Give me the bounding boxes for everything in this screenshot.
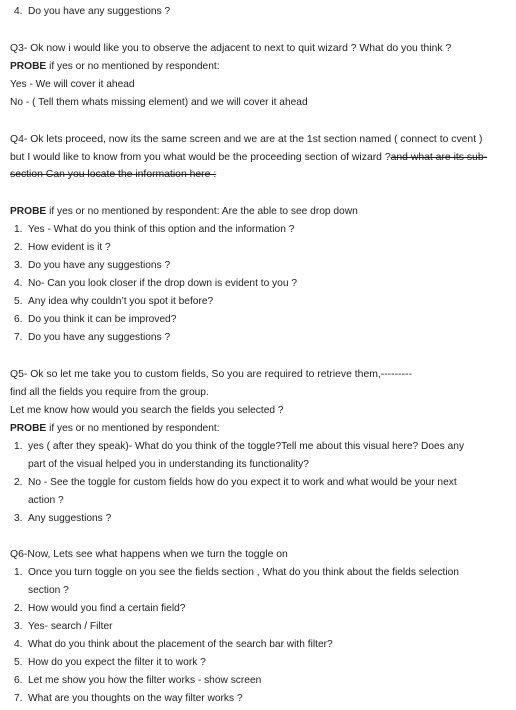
- struck-text: section Can you locate the information here :: [10, 169, 217, 180]
- list-item: [14, 656, 206, 669]
- list-item: [14, 692, 243, 705]
- list-text: How evident is it ?: [28, 242, 111, 253]
- question-q5: Q5- Ok so let me take you to custom fields, So you are required to retrieve them,---------: [10, 369, 412, 380]
- list-number: 3.: [14, 621, 23, 632]
- q3-no-line: No - ( Tell them whats missing element) and we will cover it ahead: [10, 97, 308, 108]
- list-number: 2.: [14, 477, 23, 488]
- list-text: How do you expect the filter it to work ?: [28, 657, 206, 668]
- list-text: Do you think it can be improved?: [28, 314, 177, 325]
- probe-label: PROBE: [10, 61, 47, 72]
- list-item-continued: action ?: [28, 495, 64, 506]
- list-number: 6.: [14, 314, 23, 325]
- list-number: 3.: [14, 513, 23, 524]
- list-text: Do you have any suggestions ?: [28, 332, 171, 343]
- list-item: [14, 512, 111, 525]
- list-text: Any suggestions ?: [28, 513, 112, 524]
- question-q4-line2: [10, 151, 487, 164]
- list-item: [14, 620, 113, 633]
- question-q5-line2: find all the fields you require from the group.: [10, 387, 209, 398]
- list-text: What do you think about the placement of the search bar with filter?: [28, 639, 333, 650]
- list-number: 7.: [14, 332, 23, 343]
- list-text: yes ( after they speak)- What do you think of the toggle?Tell me about this visual here? Does any: [28, 441, 465, 452]
- question-text: but I would like to know from you what would be the proceeding section of wizard ?: [10, 152, 391, 163]
- probe-line: [10, 60, 220, 73]
- list-number: 7.: [14, 693, 23, 704]
- list-item: [14, 241, 111, 254]
- list-text: Do you have any suggestions ?: [28, 6, 171, 17]
- list-text: Let me show you how the filter works - show screen: [28, 675, 262, 686]
- list-number: 3.: [14, 260, 23, 271]
- list-item: [14, 440, 464, 453]
- list-number: 2.: [14, 603, 23, 614]
- list-item: [14, 566, 459, 579]
- list-item: [14, 223, 294, 236]
- list-text: No- Can you look closer if the drop down is evident to you ?: [28, 278, 297, 289]
- list-item-continued: part of the visual helped you in understanding its functionality?: [28, 459, 309, 470]
- list-item: [14, 674, 261, 687]
- list-text: Yes - What do you think of this option and the information ?: [28, 224, 295, 235]
- probe-label: PROBE: [10, 206, 47, 217]
- probe-text: if yes or no mentioned by respondent:: [49, 423, 220, 434]
- list-item: [14, 295, 213, 308]
- struck-text: and what are its sub-: [390, 152, 488, 163]
- list-number: 1.: [14, 224, 23, 235]
- list-item: [14, 259, 170, 272]
- list-number: 4.: [14, 639, 23, 650]
- list-text: How would you find a certain field?: [28, 603, 186, 614]
- q3-yes-line: Yes - We will cover it ahead: [10, 79, 135, 90]
- probe-text: if yes or no mentioned by respondent:: [49, 61, 220, 72]
- list-text: Yes- search / Filter: [28, 621, 113, 632]
- list-text: No - See the toggle for custom fields how do you expect it to work and what would be your next: [28, 477, 457, 488]
- list-item: [14, 602, 185, 615]
- probe-line: [10, 205, 358, 218]
- list-item-continued: section ?: [28, 585, 69, 596]
- list-number: 2.: [14, 242, 23, 253]
- list-item: [14, 277, 297, 290]
- list-item: [14, 5, 170, 18]
- list-text: What are you thoughts on the way filter works ?: [28, 693, 243, 704]
- list-number: 1.: [14, 441, 23, 452]
- list-text: Any idea why couldn’t you spot it before?: [28, 296, 214, 307]
- probe-label: PROBE: [10, 423, 47, 434]
- question-q4-line3: [10, 168, 216, 181]
- question-q4: Q4- Ok lets proceed, now its the same screen and we are at the 1st section named ( connect to cvent ): [10, 134, 483, 145]
- probe-line: [10, 422, 220, 435]
- list-number: 6.: [14, 675, 23, 686]
- list-number: 5.: [14, 657, 23, 668]
- list-number: 1.: [14, 567, 23, 578]
- question-q6: Q6-Now, Lets see what happens when we turn the toggle on: [10, 549, 288, 560]
- question-q5-line3: Let me know how would you search the fields you selected ?: [10, 405, 284, 416]
- list-number: 4.: [14, 6, 23, 17]
- list-text: Do you have any suggestions ?: [28, 260, 171, 271]
- list-number: 5.: [14, 296, 23, 307]
- list-item: [14, 476, 457, 489]
- list-text: Once you turn toggle on you see the fields section , What do you think about the fields selection: [28, 567, 459, 578]
- list-number: 4.: [14, 278, 23, 289]
- probe-text: if yes or no mentioned by respondent: Are the able to see drop down: [49, 206, 358, 217]
- list-item: [14, 331, 170, 344]
- question-q3: Q3- Ok now i would like you to observe the adjacent to next to quit wizard ? What do you think ?: [10, 43, 452, 54]
- list-item: [14, 638, 333, 651]
- list-item: [14, 313, 176, 326]
